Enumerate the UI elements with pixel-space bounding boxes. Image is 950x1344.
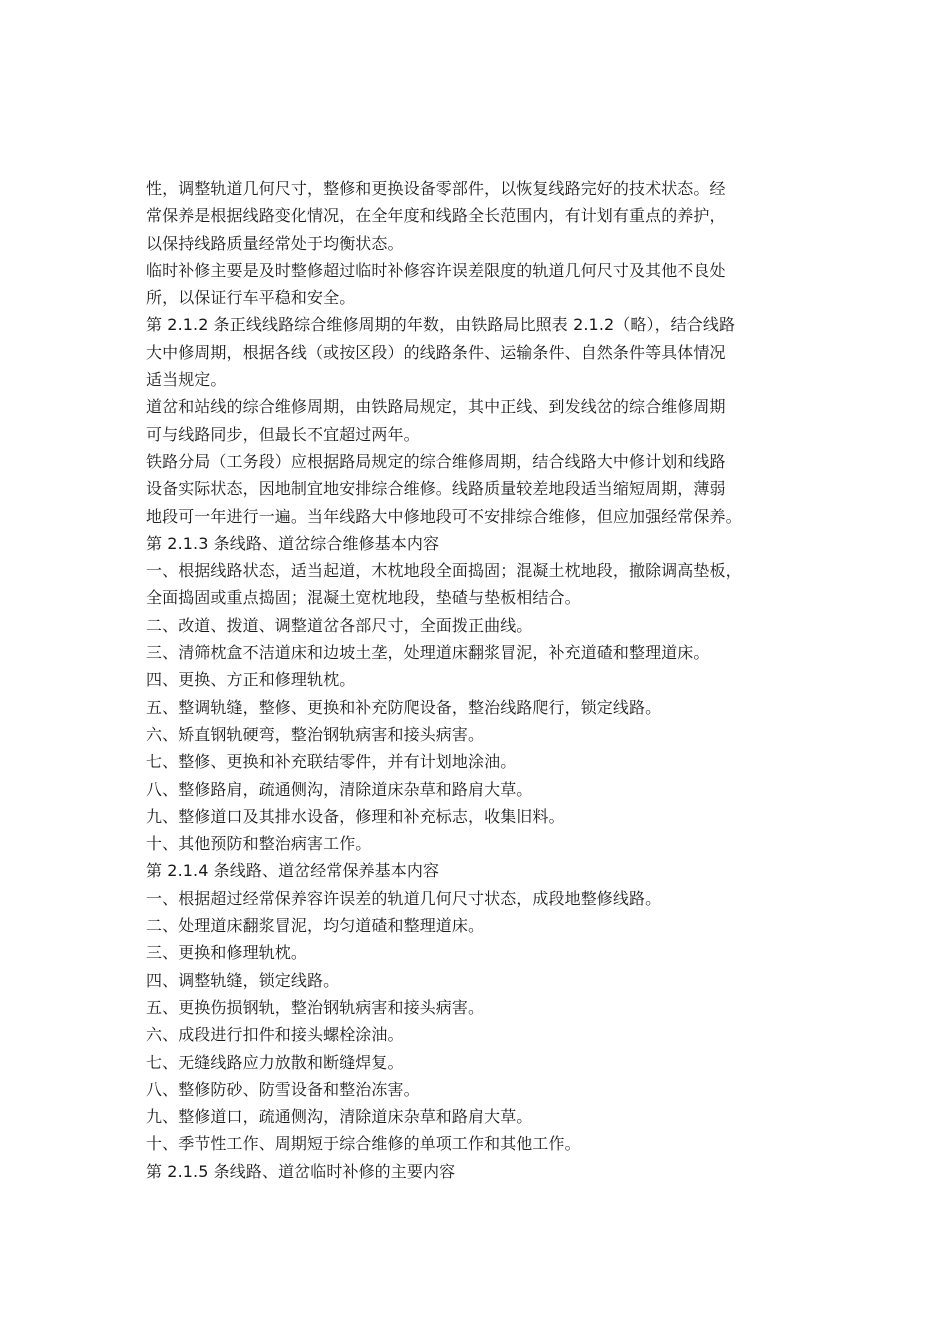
- article-heading: 第 2.1.3 条线路、道岔综合维修基本内容: [146, 533, 440, 553]
- text-line: 所，以保证行车平稳和安全。: [146, 288, 356, 308]
- list-item: 七、整修、更换和补充联结零件，并有计划地涂油。: [146, 752, 517, 772]
- text-line: 常保养是根据线路变化情况，在全年度和线路全长范围内，有计划有重点的养护，: [146, 206, 726, 226]
- text-line: 全面捣固或重点捣固；混凝土宽枕地段，垫碴与垫板相结合。: [146, 588, 581, 608]
- list-item: 三、清筛枕盒不洁道床和边坡土垄，处理道床翻浆冒泥，补充道碴和整理道床。: [146, 643, 710, 663]
- list-item: 四、调整轨缝，锁定线路。: [146, 970, 340, 990]
- list-item: 八、整修防砂、防雪设备和整治冻害。: [146, 1079, 420, 1099]
- text-line: 临时补修主要是及时整修超过临时补修容许误差限度的轨道几何尺寸及其他不良处: [146, 260, 726, 280]
- text-line: 性，调整轨道几何尺寸，整修和更换设备零部件，以恢复线路完好的技术状态。经: [146, 179, 726, 198]
- text-line: 道岔和站线的综合维修周期，由铁路局规定，其中正线、到发线岔的综合维修周期: [146, 397, 726, 417]
- list-item: 二、处理道床翻浆冒泥，均匀道碴和整理道床。: [146, 916, 485, 936]
- text-line: 可与线路同步，但最长不宜超过两年。: [146, 424, 420, 444]
- text-line: 以保持线路质量经常处于均衡状态。: [146, 233, 404, 253]
- list-item: 五、更换伤损钢轨，整治钢轨病害和接头病害。: [146, 997, 485, 1017]
- list-item: 七、无缝线路应力放散和断缝焊复。: [146, 1052, 404, 1072]
- text-line: 设备实际状态，因地制宜地安排综合维修。线路质量较差地段适当缩短周期，薄弱: [146, 479, 726, 499]
- list-item: 四、更换、方正和修理轨枕。: [146, 670, 356, 690]
- list-item: 一、根据线路状态，适当起道，木枕地段全面捣固；混凝土枕地段，撤除调高垫板，: [146, 561, 742, 581]
- list-item: 一、根据超过经常保养容许误差的轨道几何尺寸状态，成段地整修线路。: [146, 888, 662, 908]
- list-item: 十、其他预防和整治病害工作。: [146, 834, 372, 854]
- list-item: 九、整修道口及其排水设备，修理和补充标志，收集旧料。: [146, 806, 565, 826]
- list-item: 八、整修路肩，疏通侧沟，清除道床杂草和路肩大草。: [146, 779, 533, 799]
- list-item: 二、改道、拨道、调整道岔各部尺寸，全面拨正曲线。: [146, 615, 533, 635]
- list-item: 十、季节性工作、周期短于综合维修的单项工作和其他工作。: [146, 1134, 581, 1154]
- list-item: 六、成段进行扣件和接头螺栓涂油。: [146, 1025, 404, 1045]
- text-line: 铁路分局（工务段）应根据路局规定的综合维修周期，结合线路大中修计划和线路: [146, 451, 726, 471]
- document-body: [146, 175, 836, 1185]
- list-item: 六、矫直钢轨硬弯，整治钢轨病害和接头病害。: [146, 724, 485, 744]
- text-line: 地段可一年进行一遍。当年线路大中修地段可不安排综合维修，但应加强经常保养。: [146, 506, 742, 526]
- text-line: 适当规定。: [146, 370, 227, 390]
- list-item: 五、整调轨缝，整修、更换和补充防爬设备，整治线路爬行，锁定线路。: [146, 697, 662, 717]
- list-item: 三、更换和修理轨枕。: [146, 943, 308, 963]
- article-heading: 第 2.1.2 条正线线路综合维修周期的年数，由铁路局比照表 2.1.2（略），结合线路: [146, 315, 736, 335]
- list-item: 九、整修道口，疏通侧沟，清除道床杂草和路肩大草。: [146, 1107, 533, 1127]
- text-line: 大中修周期，根据各线（或按区段）的线路条件、运输条件、自然条件等具体情况: [146, 342, 726, 362]
- article-heading: 第 2.1.5 条线路、道岔临时补修的主要内容: [146, 1161, 456, 1181]
- article-heading: 第 2.1.4 条线路、道岔经常保养基本内容: [146, 861, 440, 881]
